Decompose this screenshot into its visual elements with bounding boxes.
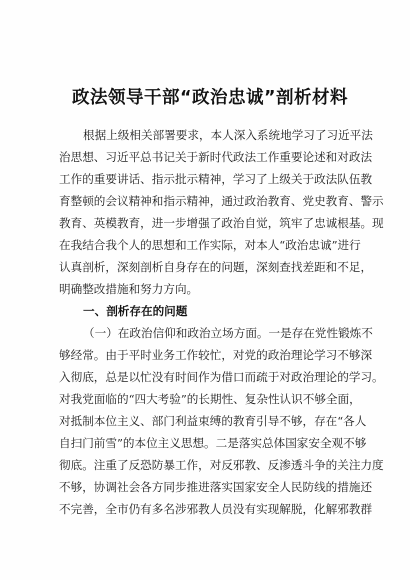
paragraph-line: 够经常。由于平时业务工作较忙，对党的政治理论学习不够深 — [59, 348, 373, 362]
paragraph-line: 不完善，全市仍有多名涉邪教人员没有实现解脱，化解邪教群 — [59, 502, 373, 516]
paragraph-line: 彻底。注重了反恐防暴工作，对反邪教、反渗透斗争的关注力度 — [59, 458, 384, 472]
paragraph-line: 教育、英模教育，进一步增强了政治自觉，筑牢了忠诚根基。现 — [59, 216, 384, 230]
paragraph-line: （一）在政治信仰和政治立场方面。一是存在党性锻炼不 — [83, 326, 373, 340]
section-heading: 一、剖析存在的问题 — [83, 304, 188, 318]
paragraph-line: 在我结合我个人的思想和工作实际，对本人“政治忠诚”进行 — [59, 238, 361, 252]
paragraph-line: 认真剖析，深刻剖析自身存在的问题，深刻查找差距和不足， — [59, 260, 373, 274]
document-title: 政法领导干部“政治忠诚”剖析材料 — [71, 88, 348, 108]
paragraph-line: 入彻底，总是以忙没有时间作为借口而疏于对政治理论的学习。 — [59, 370, 384, 384]
paragraph-line: 育整顿的会议精神和指示精神，通过政治教育、党史教育、警示 — [59, 194, 384, 208]
paragraph-line: 治思想、习近平总书记关于新时代政法工作重要论述和对政法 — [59, 150, 373, 164]
paragraph-line: 对我党面临的“四大考验”的长期性、复杂性认识不够全面， — [59, 392, 361, 406]
paragraph-line: 不够，协调社会各方同步推进落实国家安全人民防线的措施还 — [59, 480, 373, 494]
paragraph-line: 对抵制本位主义、部门利益束缚的教育引导不够，存在“各人 — [59, 414, 367, 428]
paragraph-line: 根据上级相关部署要求，本人深入系统地学习了习近平法 — [83, 128, 373, 142]
paragraph-line: 明确整改措施和努力方向。 — [59, 282, 199, 296]
paragraph-line: 工作的重要讲话、指示批示精神，学习了上级关于政法队伍教 — [59, 172, 373, 186]
paragraph-line: 自扫门前雪”的本位主义思想。二是落实总体国家安全观不够 — [59, 436, 367, 450]
